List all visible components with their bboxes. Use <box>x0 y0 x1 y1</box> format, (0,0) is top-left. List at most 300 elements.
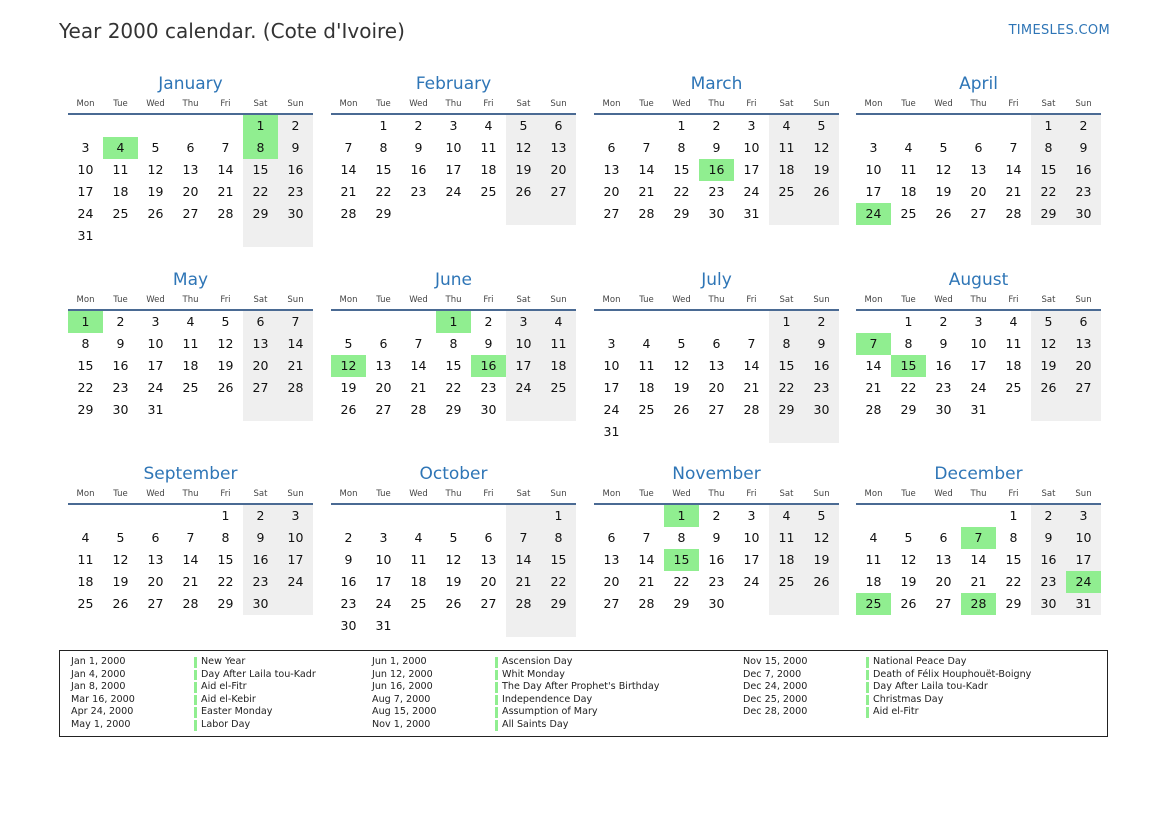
day-cell: 23 <box>804 377 839 399</box>
day-cell: 14 <box>638 552 655 567</box>
day-cell: 17 <box>375 574 392 589</box>
weekday-label: Wed <box>672 295 691 305</box>
day-cell: 19 <box>340 380 357 395</box>
day-cell: 6 <box>974 140 983 155</box>
empty-day-cell <box>331 311 366 333</box>
day-cell: 10 <box>77 162 94 177</box>
holiday-name: Whit Monday <box>502 668 565 680</box>
day-cell: 23 <box>708 184 725 199</box>
weekday-label: Mon <box>339 489 358 499</box>
day-cell: 27 <box>375 402 392 417</box>
brand-link[interactable]: TIMESLES.COM <box>1008 23 1110 38</box>
holiday-day-cell: 8 <box>243 137 278 159</box>
weekday-label: Mon <box>76 99 95 109</box>
legend-item <box>361 706 659 719</box>
weekday-label: Tue <box>113 489 128 499</box>
day-cell: 29 <box>541 593 576 615</box>
empty-day-cell <box>331 505 366 527</box>
day-cell: 13 <box>970 162 987 177</box>
day-grid <box>68 311 313 421</box>
day-cell: 22 <box>217 574 234 589</box>
weekday-label: Sun <box>813 489 830 499</box>
empty-day-cell <box>804 421 839 443</box>
day-cell: 23 <box>480 380 497 395</box>
day-cell: 16 <box>935 358 952 373</box>
weekday-label: Sun <box>1075 295 1092 305</box>
empty-day-cell <box>629 505 664 527</box>
day-cell: 17 <box>865 184 882 199</box>
weekday-label: Sun <box>287 99 304 109</box>
day-cell: 16 <box>278 159 313 181</box>
holiday-name: Labor Day <box>201 718 251 730</box>
weekday-label: Mon <box>76 489 95 499</box>
day-cell: 16 <box>1066 159 1101 181</box>
day-cell: 12 <box>804 137 839 159</box>
day-cell: 28 <box>340 206 357 221</box>
weekday-label: Tue <box>639 295 654 305</box>
holiday-date: Aug 7, 2000 <box>372 693 431 705</box>
empty-day-cell <box>68 505 103 527</box>
holiday-name: Independence Day <box>502 693 593 705</box>
day-cell: 29 <box>673 206 690 221</box>
day-grid <box>331 115 576 225</box>
holiday-name: Aid el-Fitr <box>201 681 247 693</box>
empty-day-cell <box>243 225 278 247</box>
day-cell: 18 <box>112 184 129 199</box>
weekday-label: Wed <box>146 489 165 499</box>
day-cell: 24 <box>375 596 392 611</box>
holiday-date: Jun 16, 2000 <box>372 681 433 693</box>
empty-day-cell <box>1066 399 1101 421</box>
day-cell: 31 <box>375 618 392 633</box>
day-cell: 21 <box>1005 184 1022 199</box>
empty-day-cell <box>138 225 173 247</box>
day-cell: 10 <box>865 162 882 177</box>
holiday-day-cell: 1 <box>664 505 699 527</box>
day-cell: 24 <box>970 380 987 395</box>
weekday-label: Wed <box>146 99 165 109</box>
weekday-label: Mon <box>339 295 358 305</box>
month-title: August <box>948 270 1009 290</box>
empty-day-cell <box>664 421 699 443</box>
day-cell: 21 <box>638 574 655 589</box>
empty-day-cell <box>471 505 506 527</box>
day-cell: 18 <box>638 380 655 395</box>
holiday-name: Easter Monday <box>201 706 273 718</box>
month-december <box>856 463 1101 615</box>
holiday-date: Jun 1, 2000 <box>372 656 427 667</box>
day-cell: 26 <box>804 571 839 593</box>
day-cell: 7 <box>186 530 195 545</box>
day-cell: 12 <box>112 552 129 567</box>
holiday-name: Christmas Day <box>873 693 944 705</box>
weekday-label: Thu <box>182 295 199 305</box>
day-grid <box>594 311 839 443</box>
day-cell: 7 <box>414 336 423 351</box>
day-cell: 12 <box>147 162 164 177</box>
day-cell: 9 <box>804 333 839 355</box>
weekday-label: Tue <box>901 489 916 499</box>
day-cell: 28 <box>638 596 655 611</box>
weekday-label: Sun <box>1075 99 1092 109</box>
day-cell: 26 <box>673 402 690 417</box>
weekday-label: Sat <box>516 99 531 109</box>
day-cell: 28 <box>865 402 882 417</box>
day-cell: 20 <box>147 574 164 589</box>
holiday-legend <box>59 650 1108 737</box>
day-cell: 14 <box>865 358 882 373</box>
legend-item <box>361 719 659 732</box>
holiday-name: Assumption of Mary <box>502 706 598 718</box>
empty-day-cell <box>734 593 769 615</box>
empty-day-cell <box>856 115 891 137</box>
empty-day-cell <box>1031 399 1066 421</box>
day-cell: 10 <box>743 530 760 545</box>
day-grid <box>856 311 1101 421</box>
day-cell: 4 <box>769 115 804 137</box>
month-title: January <box>158 74 223 94</box>
empty-day-cell <box>734 311 769 333</box>
day-cell: 21 <box>410 380 427 395</box>
day-cell: 14 <box>970 552 987 567</box>
legend-item <box>60 669 316 682</box>
day-cell: 27 <box>243 377 278 399</box>
legend-item <box>732 669 1031 682</box>
day-cell: 18 <box>865 574 882 589</box>
weekday-label: Tue <box>376 489 391 499</box>
day-cell: 26 <box>935 206 952 221</box>
empty-day-cell <box>471 203 506 225</box>
day-cell: 2 <box>278 115 313 137</box>
weekday-label: Sat <box>1041 99 1056 109</box>
day-cell: 8 <box>1031 137 1066 159</box>
legend-item <box>732 681 1031 694</box>
day-cell: 6 <box>607 140 616 155</box>
day-cell: 27 <box>1066 377 1101 399</box>
weekday-header <box>68 486 313 502</box>
day-cell: 22 <box>1031 181 1066 203</box>
day-cell: 29 <box>445 402 462 417</box>
day-cell: 25 <box>112 206 129 221</box>
empty-day-cell <box>769 203 804 225</box>
legend-item <box>732 706 1031 719</box>
day-cell: 20 <box>541 159 576 181</box>
day-cell: 17 <box>77 184 94 199</box>
weekday-label: Sun <box>550 489 567 499</box>
empty-day-cell <box>699 311 734 333</box>
day-cell: 3 <box>449 118 458 133</box>
day-cell: 12 <box>804 527 839 549</box>
day-cell: 23 <box>278 181 313 203</box>
weekday-label: Thu <box>708 489 725 499</box>
day-cell: 25 <box>769 571 804 593</box>
day-cell: 27 <box>603 596 620 611</box>
day-cell: 12 <box>445 552 462 567</box>
day-cell: 14 <box>182 552 199 567</box>
month-title: February <box>415 74 492 94</box>
day-cell: 11 <box>769 527 804 549</box>
day-cell: 5 <box>116 530 125 545</box>
holiday-name: Day After Laila tou-Kadr <box>201 668 316 680</box>
day-cell: 22 <box>375 184 392 199</box>
day-cell: 11 <box>182 336 199 351</box>
day-cell: 26 <box>112 596 129 611</box>
month-november <box>594 463 839 615</box>
weekday-label: Sun <box>287 295 304 305</box>
legend-column <box>60 656 316 732</box>
day-grid <box>331 505 576 637</box>
weekday-label: Sun <box>550 295 567 305</box>
day-cell: 6 <box>243 311 278 333</box>
month-october <box>331 463 576 637</box>
empty-day-cell <box>856 505 891 527</box>
day-cell: 15 <box>673 162 690 177</box>
page-title: Year 2000 calendar. (Cote d'Ivoire) <box>59 19 405 43</box>
empty-day-cell <box>769 421 804 443</box>
day-cell: 1 <box>379 118 388 133</box>
day-cell: 10 <box>1066 527 1101 549</box>
empty-day-cell <box>804 593 839 615</box>
day-cell: 7 <box>642 530 651 545</box>
weekday-header <box>856 96 1101 112</box>
day-cell: 17 <box>970 358 987 373</box>
day-cell: 11 <box>769 137 804 159</box>
day-cell: 16 <box>708 552 725 567</box>
day-cell: 15 <box>77 358 94 373</box>
day-cell: 6 <box>939 530 948 545</box>
holiday-day-cell: 16 <box>699 159 734 181</box>
day-cell: 2 <box>1066 115 1101 137</box>
day-cell: 14 <box>743 358 760 373</box>
empty-day-cell <box>278 399 313 421</box>
month-may <box>68 269 313 421</box>
empty-day-cell <box>68 115 103 137</box>
legend-column <box>361 656 659 732</box>
day-cell: 31 <box>147 402 164 417</box>
empty-day-cell <box>541 399 576 421</box>
empty-day-cell <box>506 399 541 421</box>
day-cell: 29 <box>1031 203 1066 225</box>
day-cell: 3 <box>607 336 616 351</box>
day-cell: 3 <box>379 530 388 545</box>
day-cell: 18 <box>769 159 804 181</box>
weekday-label: Wed <box>146 295 165 305</box>
day-cell: 2 <box>414 118 423 133</box>
day-cell: 16 <box>1031 549 1066 571</box>
day-cell: 23 <box>410 184 427 199</box>
day-cell: 15 <box>769 355 804 377</box>
day-cell: 30 <box>804 399 839 421</box>
empty-day-cell <box>594 505 629 527</box>
empty-day-cell <box>173 115 208 137</box>
day-cell: 24 <box>278 571 313 593</box>
day-cell: 11 <box>541 333 576 355</box>
empty-day-cell <box>401 203 436 225</box>
day-cell: 23 <box>112 380 129 395</box>
day-cell: 17 <box>1066 549 1101 571</box>
day-cell: 23 <box>1031 571 1066 593</box>
empty-day-cell <box>278 593 313 615</box>
empty-day-cell <box>401 311 436 333</box>
day-cell: 5 <box>1031 311 1066 333</box>
empty-day-cell <box>996 115 1031 137</box>
day-cell: 29 <box>1005 596 1022 611</box>
day-cell: 3 <box>151 314 160 329</box>
empty-day-cell <box>506 615 541 637</box>
day-cell: 7 <box>344 140 353 155</box>
day-cell: 25 <box>541 377 576 399</box>
day-cell: 10 <box>603 358 620 373</box>
day-cell: 8 <box>1009 530 1018 545</box>
weekday-label: Wed <box>934 295 953 305</box>
day-cell: 2 <box>712 508 721 523</box>
day-cell: 5 <box>904 530 913 545</box>
day-cell: 21 <box>638 184 655 199</box>
day-cell: 27 <box>708 402 725 417</box>
day-cell: 13 <box>935 552 952 567</box>
holiday-day-cell: 15 <box>664 549 699 571</box>
weekday-label: Mon <box>339 99 358 109</box>
month-july <box>594 269 839 443</box>
empty-day-cell <box>594 311 629 333</box>
weekday-header <box>594 292 839 308</box>
day-cell: 26 <box>147 206 164 221</box>
empty-day-cell <box>103 115 138 137</box>
month-april <box>856 73 1101 225</box>
day-cell: 7 <box>506 527 541 549</box>
day-cell: 19 <box>1031 355 1066 377</box>
weekday-label: Thu <box>445 99 462 109</box>
day-cell: 31 <box>743 206 760 221</box>
day-cell: 25 <box>900 206 917 221</box>
day-cell: 2 <box>939 314 948 329</box>
day-cell: 24 <box>743 574 760 589</box>
day-cell: 15 <box>1031 159 1066 181</box>
empty-day-cell <box>926 505 961 527</box>
day-cell: 24 <box>147 380 164 395</box>
day-cell: 28 <box>217 206 234 221</box>
day-cell: 1 <box>221 508 230 523</box>
holiday-date: Aug 15, 2000 <box>372 706 437 718</box>
day-cell: 11 <box>900 162 917 177</box>
day-cell: 23 <box>935 380 952 395</box>
empty-day-cell <box>541 203 576 225</box>
day-grid <box>331 311 576 421</box>
weekday-header <box>856 486 1101 502</box>
weekday-label: Thu <box>445 489 462 499</box>
day-cell: 19 <box>900 574 917 589</box>
month-title: December <box>934 464 1023 484</box>
day-cell: 2 <box>484 314 493 329</box>
day-cell: 17 <box>743 552 760 567</box>
empty-day-cell <box>629 311 664 333</box>
month-title: June <box>434 270 473 290</box>
day-cell: 30 <box>1066 203 1101 225</box>
empty-day-cell <box>996 399 1031 421</box>
day-cell: 12 <box>506 137 541 159</box>
month-title: May <box>172 270 209 290</box>
day-cell: 28 <box>182 596 199 611</box>
empty-day-cell <box>856 311 891 333</box>
day-cell: 26 <box>900 596 917 611</box>
empty-day-cell <box>594 115 629 137</box>
day-cell: 25 <box>769 181 804 203</box>
day-cell: 15 <box>217 552 234 567</box>
day-cell: 5 <box>151 140 160 155</box>
holiday-date: Dec 7, 2000 <box>743 668 802 680</box>
weekday-label: Fri <box>1008 295 1019 305</box>
day-cell: 5 <box>344 336 353 351</box>
day-grid <box>594 115 839 225</box>
day-cell: 1 <box>904 314 913 329</box>
empty-day-cell <box>436 203 471 225</box>
day-cell: 30 <box>480 402 497 417</box>
day-cell: 15 <box>1005 552 1022 567</box>
day-cell: 17 <box>506 355 541 377</box>
day-cell: 10 <box>743 140 760 155</box>
weekday-label: Fri <box>220 295 231 305</box>
day-cell: 6 <box>186 140 195 155</box>
day-cell: 23 <box>243 571 278 593</box>
day-cell: 12 <box>1031 333 1066 355</box>
day-cell: 8 <box>449 336 458 351</box>
weekday-label: Fri <box>746 295 757 305</box>
day-cell: 12 <box>217 336 234 351</box>
weekday-label: Thu <box>970 99 987 109</box>
empty-day-cell <box>208 399 243 421</box>
empty-day-cell <box>173 225 208 247</box>
empty-day-cell <box>664 311 699 333</box>
weekday-label: Thu <box>445 295 462 305</box>
day-cell: 9 <box>1031 527 1066 549</box>
day-cell: 30 <box>243 593 278 615</box>
empty-day-cell <box>769 593 804 615</box>
holiday-day-cell: 7 <box>856 333 891 355</box>
day-cell: 20 <box>708 380 725 395</box>
empty-day-cell <box>138 115 173 137</box>
weekday-label: Tue <box>901 99 916 109</box>
weekday-label: Tue <box>376 295 391 305</box>
holiday-date: Dec 24, 2000 <box>743 681 808 693</box>
empty-day-cell <box>961 115 996 137</box>
day-cell: 8 <box>81 336 90 351</box>
day-cell: 21 <box>278 355 313 377</box>
weekday-label: Sat <box>516 489 531 499</box>
day-cell: 1 <box>1009 508 1018 523</box>
day-cell: 17 <box>743 162 760 177</box>
day-cell: 26 <box>804 181 839 203</box>
holiday-date: May 1, 2000 <box>71 718 131 730</box>
day-grid <box>856 115 1101 225</box>
empty-day-cell <box>699 421 734 443</box>
day-cell: 23 <box>708 574 725 589</box>
holiday-day-cell: 4 <box>103 137 138 159</box>
day-cell: 21 <box>506 571 541 593</box>
day-cell: 5 <box>449 530 458 545</box>
day-cell: 28 <box>743 402 760 417</box>
day-cell: 24 <box>445 184 462 199</box>
weekday-label: Sat <box>516 295 531 305</box>
day-cell: 13 <box>603 162 620 177</box>
day-cell: 18 <box>77 574 94 589</box>
weekday-label: Sat <box>253 295 268 305</box>
day-cell: 26 <box>445 596 462 611</box>
day-cell: 24 <box>77 206 94 221</box>
legend-item <box>60 694 316 707</box>
empty-day-cell <box>541 615 576 637</box>
day-cell: 16 <box>804 355 839 377</box>
empty-day-cell <box>401 505 436 527</box>
